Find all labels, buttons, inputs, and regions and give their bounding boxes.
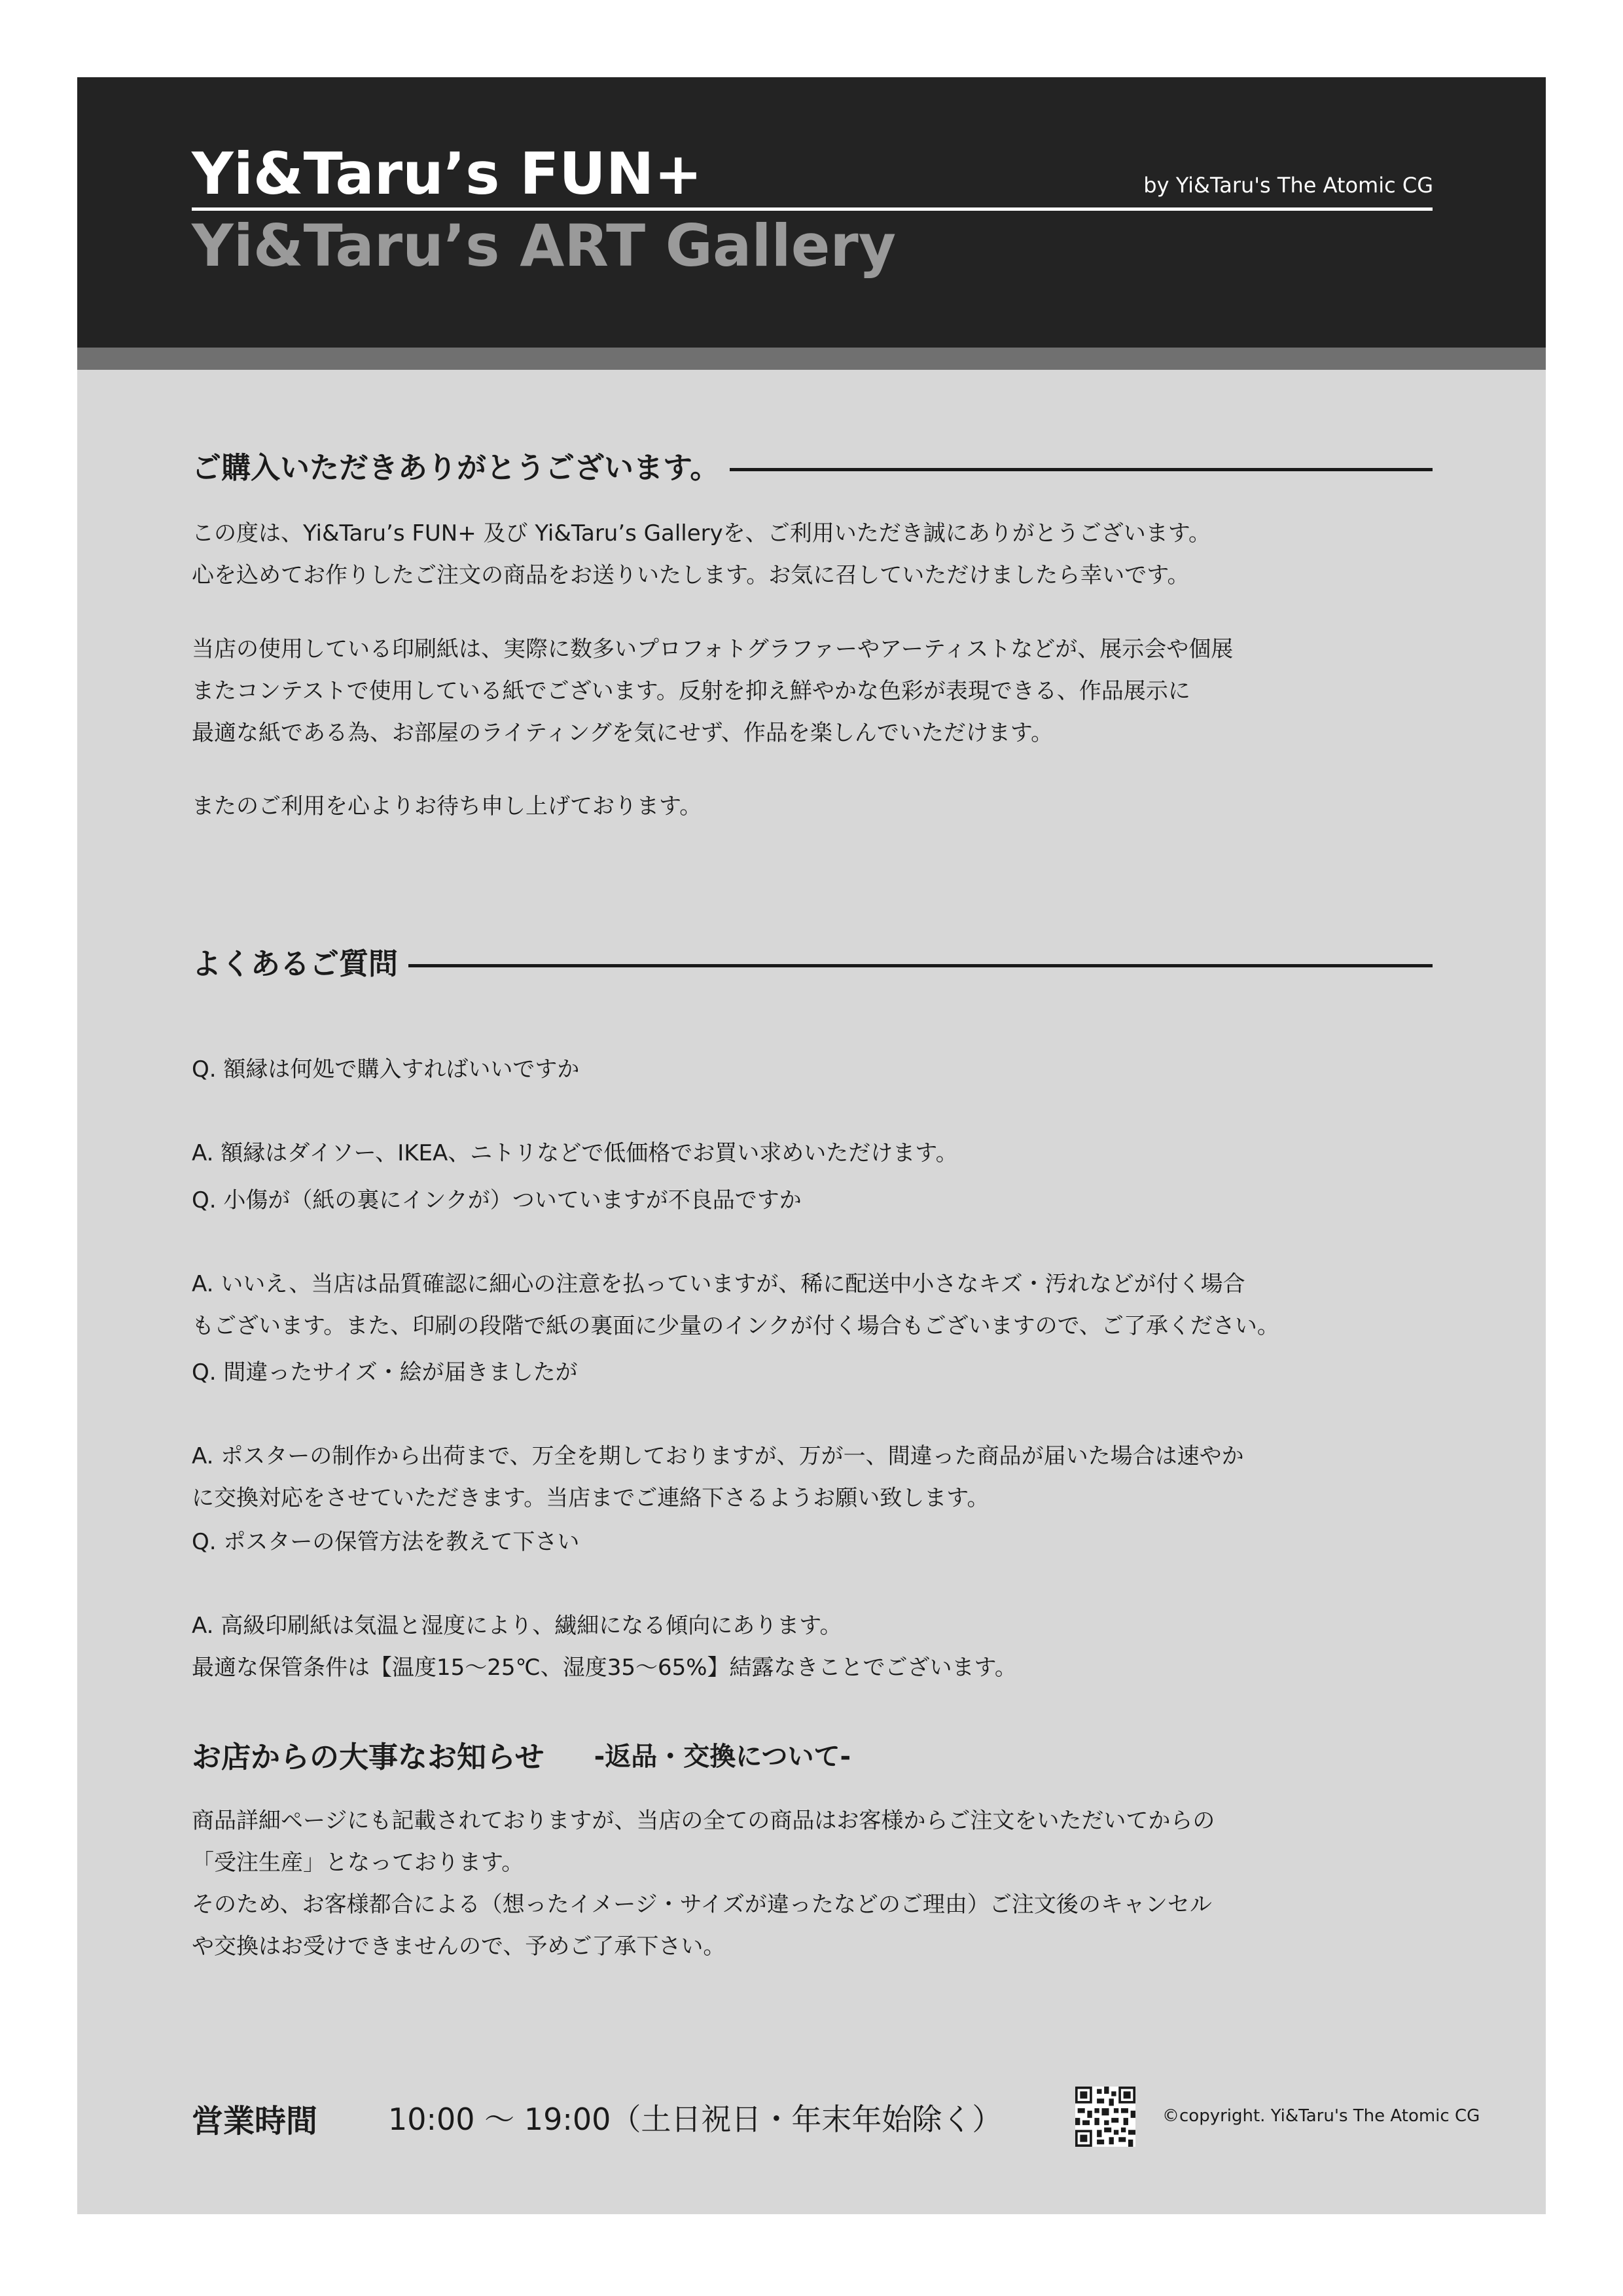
faq-question: Q. ポスターの保管方法を教えて下さい [192, 1529, 580, 1555]
qr-code-icon[interactable] [1075, 2087, 1135, 2147]
thanks-paragraph-1: この度は、Yi&Taru’s FUN+ 及び Yi&Taru’s Galleryを、ご利用いただき誠にありがとうございます。 心を込めてお作りしたご注文の商品をお送りいたします。お気に召していただけましたら幸いです。 [192, 520, 1211, 588]
heading-rule [408, 964, 1433, 967]
brand-subtitle: Yi&Taru’s ART Gallery [192, 212, 897, 279]
business-hours: 10:00 〜 19:00（土日祝日・年末年始除く） [388, 2102, 1003, 2137]
thanks-heading: ご購入いただきありがとうございます。 [192, 450, 720, 485]
faq-question: Q. 額縁は何処で購入すればいいですか [192, 1056, 580, 1083]
copyright-text: ©copyright. Yi&Taru's The Atomic CG [1162, 2106, 1480, 2126]
notice-body: 商品詳細ページにも記載されておりますが、当店の全ての商品はお客様からご注文をいただいてからの 「受注生産」となっております。 そのため、お客様都合による（想ったイメージ・サイズが違ったなどのご理由）ご注文後のキャンセル や交換はお受けできませんので、予めご了承下さい。 [192, 1808, 1215, 1960]
faq-heading: よくあるご質問 [192, 946, 399, 981]
header-divider [192, 207, 1433, 211]
faq-answer: A. 額縁はダイソー、IKEA、ニトリなどで低価格でお買い求めいただけます。 [192, 1140, 958, 1166]
faq-item [192, 1479, 1435, 1731]
brand-byline: by Yi&Taru's The Atomic CG [1143, 173, 1433, 198]
thanks-paragraph-3: またのご利用を心よりお待ち申し上げております。 [192, 793, 702, 819]
header-band [77, 348, 1546, 370]
flyer-sheet [77, 77, 1546, 2214]
thanks-heading-row [192, 444, 1433, 486]
faq-question: Q. 間違ったサイズ・絵が届きましたが [192, 1359, 578, 1386]
brand-title: Yi&Taru’s FUN+ [192, 140, 703, 207]
faq-answer: A. 高級印刷紙は気温と湿度により、繊細になる傾向にあります。 最適な保管条件は【温度15〜25℃、湿度35〜65%】結露なきことでございます。 [192, 1613, 1017, 1681]
business-hours-label: 営業時間 [192, 2103, 318, 2140]
header-banner [77, 77, 1546, 348]
faq-answer: A. ポスターの制作から出荷まで、万全を期しておりますが、万が一、間違った商品が届いた場合は速やか に交換対応をさせていただきます。当店までご連絡下さるようお願い致します。 [192, 1443, 1244, 1511]
notice-heading-row [192, 1733, 1433, 1776]
heading-rule [730, 468, 1433, 471]
faq-answer: A. いいえ、当店は品質確認に細心の注意を払っていますが、稀に配送中小さなキズ・汚れなどが付く場合 もございます。また、印刷の段階で紙の裏面に少量のインクが付く場合もございますので、ご了承ください。 [192, 1271, 1279, 1339]
faq-question: Q. 小傷が（紙の裏にインクが）ついていますが不良品ですか [192, 1187, 802, 1213]
notice-heading: お店からの大事なお知らせ [192, 1740, 544, 1774]
thanks-paragraph-2: 当店の使用している印刷紙は、実際に数多いプロフォトグラファーやアーティストなどが、展示会や個展 またコンテストで使用している紙でございます。反射を抑え鮮やかな色彩が表現できる、作品展示に 最適な紙である為、お部屋のライティングを気にせず、作品を楽しんでいただけます。 [192, 636, 1234, 746]
notice-subheading: -返品・交換について- [594, 1742, 851, 1772]
faq-heading-row [192, 940, 1433, 982]
